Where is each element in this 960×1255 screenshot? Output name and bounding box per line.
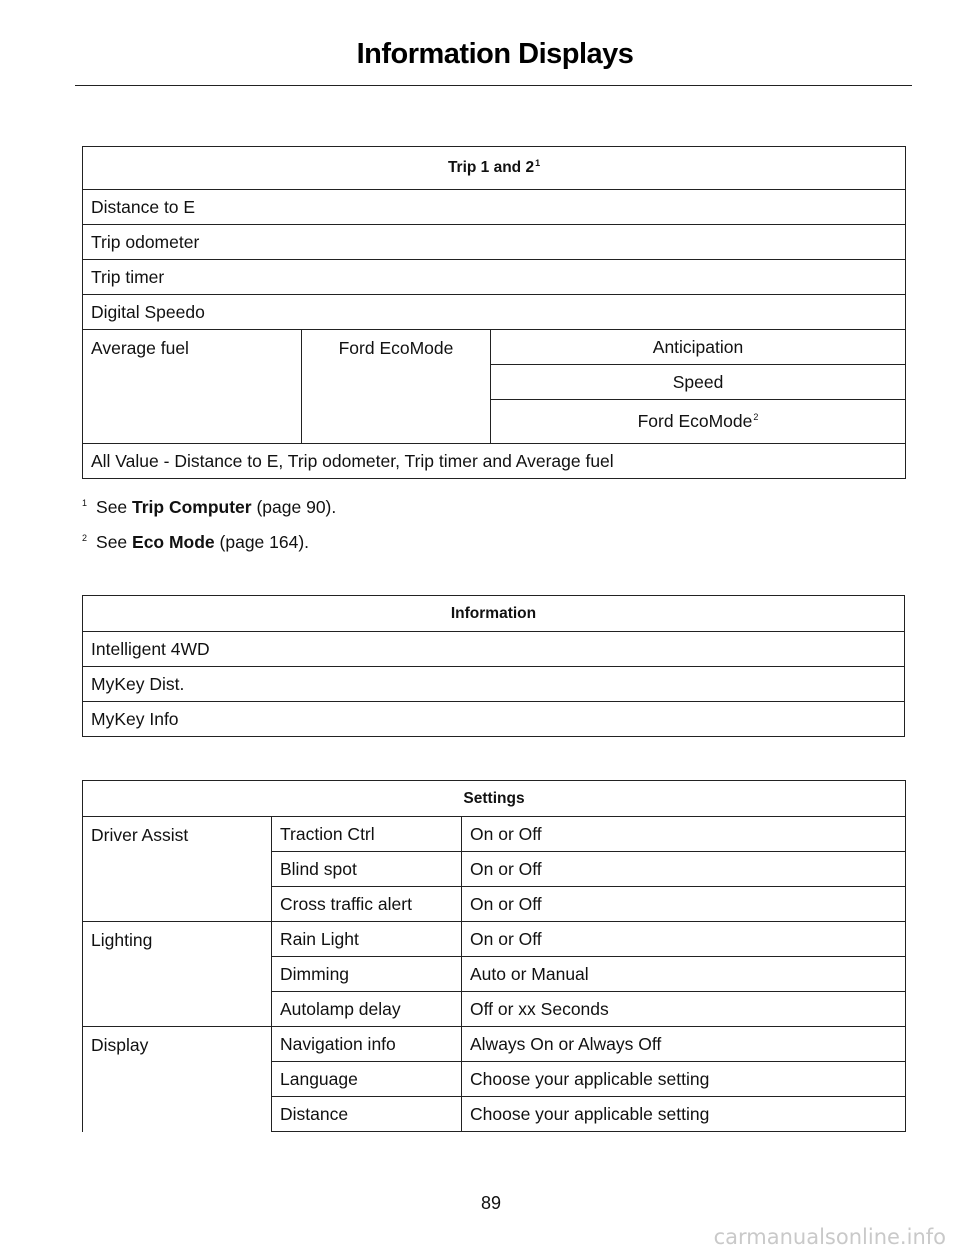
information-table bbox=[82, 595, 905, 737]
footnote-link: Eco Mode bbox=[132, 532, 215, 552]
setting-value: On or Off bbox=[462, 852, 906, 887]
footnote-ref: 2 bbox=[753, 412, 759, 423]
footnote-1: $^1$ See Trip Computer (page 90). bbox=[82, 497, 337, 517]
settings-table bbox=[82, 780, 906, 1132]
all-value-row: All Value - Distance to E, Trip odometer, Trip timer and Average fuel bbox=[83, 444, 906, 479]
table-row: Intelligent 4WD bbox=[83, 632, 905, 667]
header-divider bbox=[75, 85, 912, 86]
setting-name: Blind spot bbox=[272, 852, 462, 887]
setting-value: Auto or Manual bbox=[462, 957, 906, 992]
setting-value: On or Off bbox=[462, 817, 906, 852]
settings-group-display: Display bbox=[83, 1027, 272, 1132]
setting-value: Choose your applicable setting bbox=[462, 1062, 906, 1097]
trip-table-header: Trip 1 and $2^1$ bbox=[83, 147, 906, 190]
setting-name: Cross traffic alert bbox=[272, 887, 462, 922]
average-fuel-cell: Average fuel bbox=[83, 330, 302, 444]
page-title: Information Displays bbox=[356, 38, 634, 70]
table-row: Trip timer bbox=[83, 260, 906, 295]
trip-table bbox=[82, 146, 906, 479]
information-table-header: Information bbox=[83, 596, 905, 632]
ford-ecomode-cell: Ford EcoMode bbox=[302, 330, 491, 444]
option-cell: Ford EcoMode$^2$ bbox=[491, 400, 906, 444]
setting-name: Navigation info bbox=[272, 1027, 462, 1062]
setting-name: Distance bbox=[272, 1097, 462, 1132]
setting-name: Dimming bbox=[272, 957, 462, 992]
footnote-link: Trip Computer bbox=[132, 497, 252, 517]
setting-name: Rain Light bbox=[272, 922, 462, 957]
footnote-2: $^2$ See Eco Mode (page 164). bbox=[82, 532, 310, 552]
setting-name: Traction Ctrl bbox=[272, 817, 462, 852]
setting-value: On or Off bbox=[462, 922, 906, 957]
table-row: MyKey Dist. bbox=[83, 667, 905, 702]
setting-value: Always On or Always Off bbox=[462, 1027, 906, 1062]
settings-group-driver-assist: Driver Assist bbox=[83, 817, 272, 922]
setting-name: Language bbox=[272, 1062, 462, 1097]
setting-value: Choose your applicable setting bbox=[462, 1097, 906, 1132]
table-row: Distance to E bbox=[83, 190, 906, 225]
option-cell: Anticipation bbox=[491, 330, 906, 365]
option-cell: Speed bbox=[491, 365, 906, 400]
page-number: 89 bbox=[480, 1193, 502, 1213]
setting-name: Autolamp delay bbox=[272, 992, 462, 1027]
settings-table-header: Settings bbox=[83, 781, 906, 817]
table-row: Trip odometer bbox=[83, 225, 906, 260]
settings-group-lighting: Lighting bbox=[83, 922, 272, 1027]
setting-value: Off or xx Seconds bbox=[462, 992, 906, 1027]
footnote-ref: 1 bbox=[535, 158, 541, 169]
watermark: carmanualsonline.info bbox=[713, 1225, 946, 1249]
table-row: MyKey Info bbox=[83, 702, 905, 737]
table-row: Digital Speedo bbox=[83, 295, 906, 330]
setting-value: On or Off bbox=[462, 887, 906, 922]
